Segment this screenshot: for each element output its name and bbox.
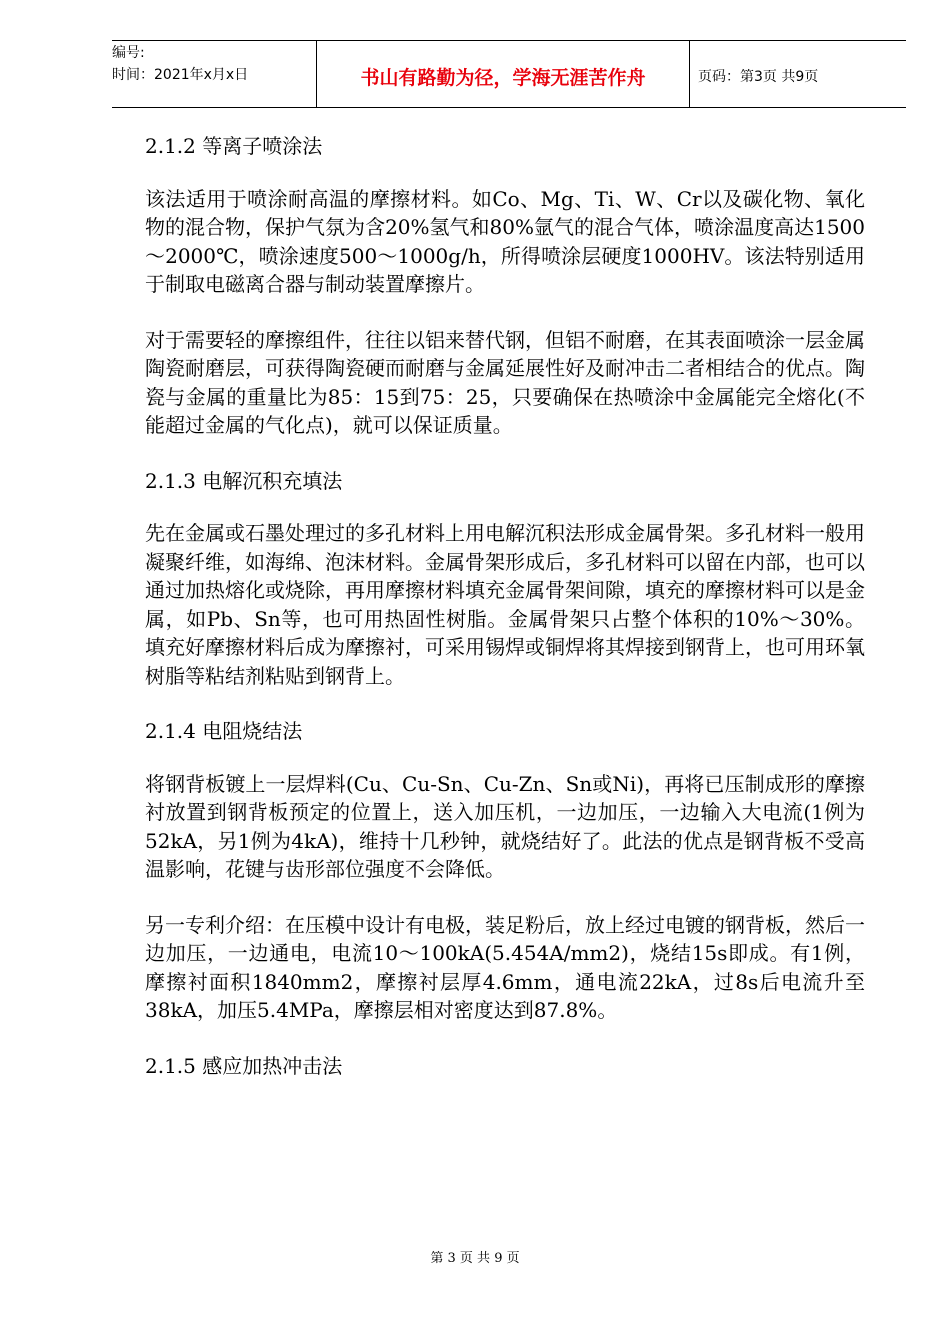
document-body <box>145 132 865 1104</box>
page-header <box>112 40 906 108</box>
document-time: 时间：2021年x月x日 <box>112 67 249 83</box>
paragraph: 将钢背板镀上一层焊料(Cu、Cu-Sn、Cu-Zn、Sn或Ni)，再将已压制成形的摩擦衬放置到钢背板预定的位置上，送入加压机，一边加压，一边输入大电流(1例为52kA，另1例为4kA)，维持十几秒钟，就烧结好了。此法的优点是钢背板不受高温影响，花键与齿形部位强度不会降低。 <box>145 771 865 881</box>
section-heading: 2.1.4 电阻烧结法 <box>145 719 303 743</box>
header-page-number: 页码：第3页 共9页 <box>698 69 819 85</box>
paragraph: 另一专利介绍：在压模中设计有电极，装足粉后，放上经过电镀的钢背板，然后一边加压，一边通电，电流10～100kA(5.454A/mm2)，烧结15s即成。有1例，摩擦衬面积1840mm2，摩擦衬层厚4.6mm，通电流22kA，过8s后电流升至38kA，加压5.4MPa，摩擦层相对密度达到87.8%。 <box>145 912 865 1022</box>
paragraph: 先在金属或石墨处理过的多孔材料上用电解沉积法形成金属骨架。多孔材料一般用凝聚纤维，如海绵、泡沫材料。金属骨架形成后，多孔材料可以留在内部，也可以通过加热熔化或烧除，再用摩擦材料填充金属骨架间隙，填充的摩擦材料可以是金属，如Pb、Sn等，也可用热固性树脂。金属骨架只占整个体积的10%～30%。填充好摩擦材料后成为摩擦衬，可采用锡焊或铜焊将其焊接到钢背上，也可用环氧树脂等粘结剂粘贴到钢背上。 <box>145 521 865 688</box>
section-heading: 2.1.3 电解沉积充填法 <box>145 468 343 493</box>
section-heading: 2.1.5 感应加热冲击法 <box>145 1053 343 1078</box>
paragraph: 对于需要轻的摩擦组件，往往以铝来替代钢，但铝不耐磨，在其表面喷涂一层金属陶瓷耐磨层，可获得陶瓷硬而耐磨与金属延展性好及耐冲击二者相结合的优点。陶瓷与金属的重量比为85：15到75：25，只要确保在热喷涂中金属能完全熔化(不能超过金属的气化点)，就可以保证质量。 <box>145 327 865 437</box>
paragraph: 该法适用于喷涂耐高温的摩擦材料。如Co、Mg、Ti、W、Cr以及碳化物、氧化物的混合物，保护气氛为含20%氢气和80%氩气的混合气体，喷涂温度高达1500～2000℃，喷涂速度500～1000g/h，所得喷涂层硬度1000HV。该法特别适用于制取电磁离合器与制动装置摩擦片。 <box>145 186 865 296</box>
document-number-label: 编号: <box>112 45 145 61</box>
page-footer: 第 3 页 共 9 页 <box>430 1251 520 1266</box>
section-heading: 2.1.2 等离子喷涂法 <box>145 134 323 158</box>
header-meta <box>112 41 316 107</box>
header-motto: 书山有路勤为径，学海无涯苦作舟 <box>316 41 690 107</box>
